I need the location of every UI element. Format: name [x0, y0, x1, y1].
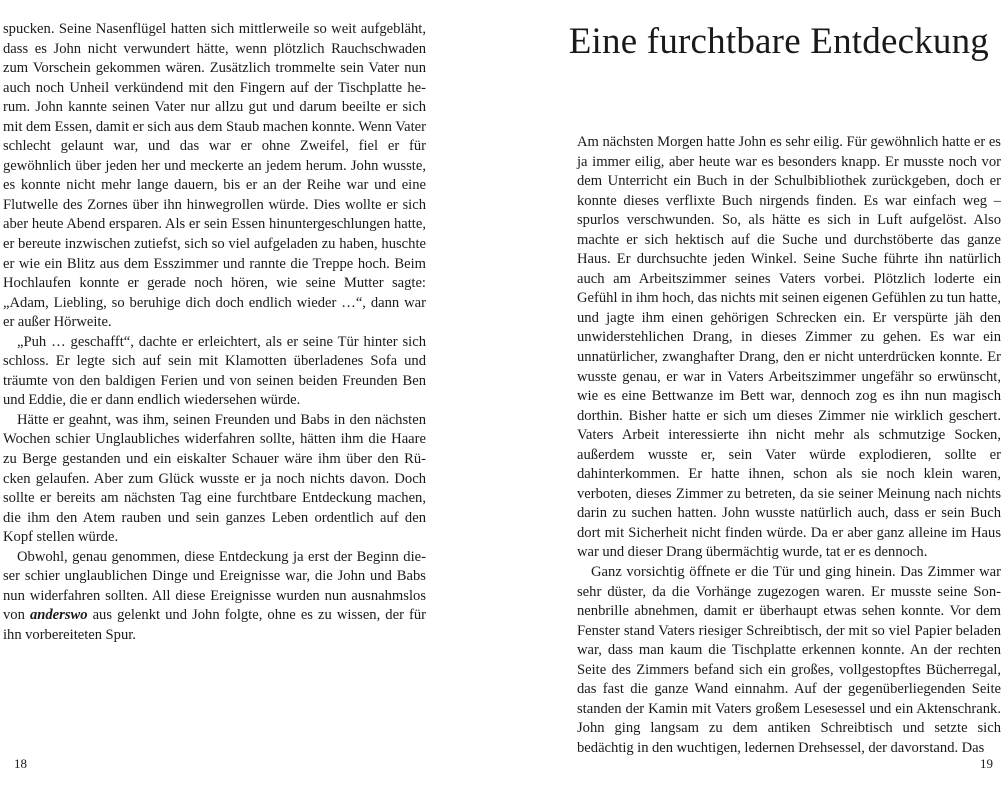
paragraph: „Puh … geschafft“, dachte er erleichtert, als er seine Tür hinter sich schloss. Er legte sich auf sein mit Klamotten überladenes Sofa und träumte von den baldigen Ferien und von seinen beiden Freunden Ben und Eddie, die er dann endlich wiedersehen würde. — [3, 333, 426, 409]
left-page-text — [3, 20, 426, 646]
left-page — [0, 0, 500, 800]
paragraph — [3, 548, 426, 646]
emphasized-word: anderswo — [29, 607, 88, 624]
paragraph: spucken. Seine Nasenflügel hatten sich mittlerweile so weit aufgebläht, dass es John nicht verwundert hätte, wenn plötzlich Rauchschwaden zum Vorschein gekommen wären. Zusätzlich trommelte sein Vater nun auch noch Unheil verkündend mit den Fingern auf der Tischplatte herum. John kannte seinen Vater nur allzu gut und darum beeilte er sich mit dem Essen, damit er sich aus dem Staub machen konnte. Wenn Vater schlecht gelaunt war, und das war er ohne Zweifel, fiel er für gewöhnlich über jeden her und meckerte an jedem herum. John wusste, es konnte nicht mehr lange dauern, bis er an der Reihe war und eine Flutwelle des Zornes über ihn hinwegrollen würde. Dies wollte er sich aber heute Abend ersparen. Als er sein Essen hinuntergeschlungen hatte, er bereute inzwischen zutiefst, sich so viel aufgeladen zu haben, huschte er wie ein Blitz aus dem Esszimmer und rannte die Treppe hoch. Beim Hochlaufen konnte er gerade noch hören, wie seine Mutter sagte: „Adam, Liebling, so beruhige dich doch endlich wieder …“, dann war er außer Hörweite. — [3, 21, 426, 331]
page-number: 19 — [980, 756, 993, 771]
right-page-text — [577, 133, 1001, 759]
paragraph-text: Obwohl, genau genommen, diese Entdeckung ja erst der Beginn dieser schier unglaublichen Dinge und Ereignisse war, die John und Babs nun widerfahren sollten. All diese Ereignisse wurden nun ausnahmslos von — [3, 548, 426, 624]
paragraph: Ganz vorsichtig öffnete er die Tür und ging hinein. Das Zimmer war sehr düster, da die Vorhänge zugezogen waren. Er musste seine Sonnenbrille abnehmen, damit er überhaupt etwas sehen konnte. Vor dem Fenster stand Vaters riesiger Schreibtisch, der mit so viel Papier beladen war, dass man kaum die Tischplatte erkennen konnte. An der rechten Seite des Zimmers befand sich ein großes, vollgestopftes Bücherregal, das fast die ganze Wand einnahm. Auf der gegenüberliegenden Seite standen der Kamin mit Vaters großem Lesesessel und ein Aktenschrank. John ging langsam zu dem antiken Schreibtisch und setzte sich bedächtig in den wuchtigen, ledernen Drehsessel, der davorstand. Das — [577, 564, 1001, 756]
page-number: 18 — [14, 756, 27, 771]
right-page — [500, 0, 1000, 800]
chapter-title: Eine furchtbare Entdeckung — [568, 21, 989, 62]
paragraph: Hätte er geahnt, was ihm, seinen Freunden und Babs in den nächsten Wochen schier Unglaubliches widerfahren sollte, hätten ihm die Haare zu Berge gestanden und ein eiskalter Schauer wäre ihm über den Rücken gelaufen. Aber zum Glück wusste er ja noch nichts davon. Doch sollte er bereits am nächsten Tag eine furchtbare Entdeckung machen, die ihm den Atem rauben und sein ganzes Leben ordentlich auf den Kopf stellen würde. — [3, 411, 426, 546]
paragraph: Am nächsten Morgen hatte John es sehr eilig. Für gewöhnlich hatte er es ja immer eilig, aber heute war es besonders knapp. Er musste noch vor dem Unterricht ein Buch in der Schulbibliothek zurückgeben, doch er konnte dieses verflixte Buch nirgends finden. Es war einfach weg – spurlos verschwunden. So, als hätte es sich in Luft aufgelöst. Also machte er sich hektisch auf die Suche und durchstöberte das ganze Haus. Er durchsuchte jeden Winkel. Seine Suche führte ihn natürlich auch am Arbeitszimmer seines Vaters vorbei. Plötzlich loderte ein Gefühl in ihm hoch, das nichts mit seinen eigenen Gefühlen zu tun hatte, und jagte ihm einen gehörigen Schrecken ein. Er verspürte jäh den unwiderstehlichen Drang, in dieses Zimmer zu gehen. Es war ein unnatürlicher, zwanghafter Drang, den er nicht unterdrücken konnte. Er wusste genau, er war in Vaters Arbeitszimmer ungefähr so erwünscht, wie es eine Bettwanze im Bett war, dennoch zog es ihn nun magisch dorthin. Bisher hatte er sich um dieses Zimmer nie wirklich geschert. Vaters Arbeit interessierte ihn nicht mehr als schmutzige Socken, außerdem wusste er, sein Vater würde explodieren, sollte er dahinterkommen. Er hatte ihnen, schon als sie noch klein waren, verboten, dieses Zimmer zu betreten, da sie seiner Meinung nach nichts darin zu suchen hatten. John wusste natürlich auch, dass er sein Buch dort mit Sicherheit nicht finden würde. Da er aber ganz alleine im Haus war und dieser Drang übermächtig wurde, tat er es dennoch. — [577, 134, 1001, 561]
paragraph-text: aus gelenkt und John folgte, ohne es zu wissen, der für ihn vorbereiteten Spur. — [3, 607, 426, 643]
